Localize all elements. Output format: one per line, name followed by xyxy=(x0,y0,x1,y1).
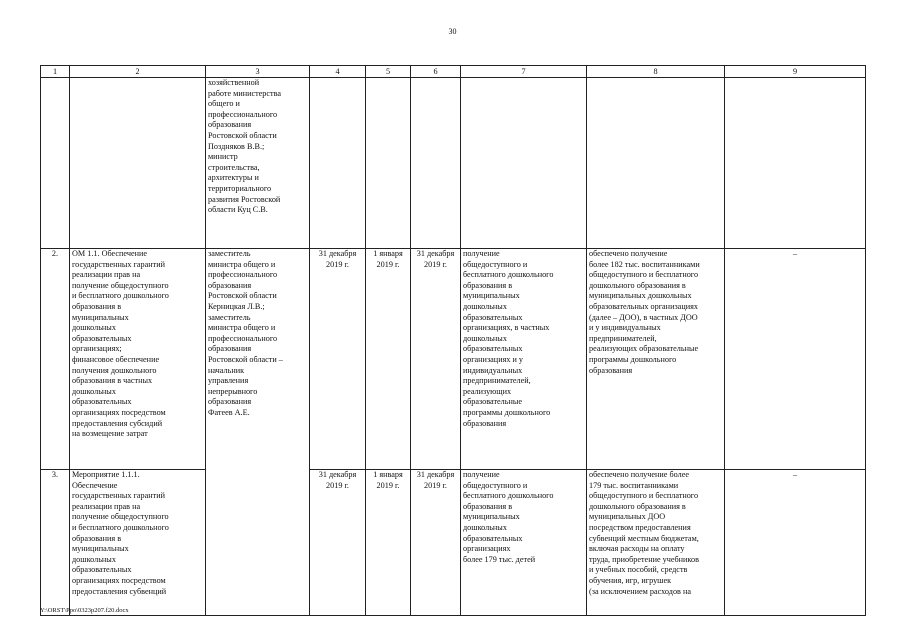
actual-start-date-cell: 1 января 2019 г. xyxy=(366,470,411,616)
reasons-cell xyxy=(725,78,866,249)
planned-end-date-cell: 31 декабря 2019 г. xyxy=(310,249,366,470)
page-number: 30 xyxy=(448,27,457,36)
table-row xyxy=(41,78,866,249)
reasons-cell: – xyxy=(725,249,866,470)
planned-result-cell xyxy=(461,78,587,249)
planned-result-cell: получение общедоступного и бесплатного дошкольного образования в муниципальных дошкольных образовательных организациях более 179 тыс. детей xyxy=(461,470,587,616)
actual-start-date-cell xyxy=(366,78,411,249)
file-path-footer: Y:\ORST\Ppo\0323p207.f20.docx xyxy=(40,607,129,614)
actual-result-cell xyxy=(587,78,725,249)
actual-start-date-cell: 1 января 2019 г. xyxy=(366,249,411,470)
row-number-cell xyxy=(41,78,70,249)
header-cell: 6 xyxy=(411,66,461,78)
planned-end-date-cell: 31 декабря 2019 г. xyxy=(310,470,366,616)
planned-result-cell: получение общедоступного и бесплатного дошкольного образования в муниципальных дошкольных образовательных организациях, в частных дошкольных образовательных организациях и у индивидуальных предпринимателей, реализующих образовательные программы дошкольного образования xyxy=(461,249,587,470)
responsible-cell: хозяйственной работе министерства общего и профессионального образования Ростовской области Поздняков В.В.; министр строительства, архитектуры и территориального развития Ростовской области Куц С.В. xyxy=(206,78,310,249)
header-cell: 9 xyxy=(725,66,866,78)
plan-table xyxy=(40,65,866,616)
event-name-cell: Мероприятие 1.1.1. Обеспечение государственных гарантий реализации прав на получение общедоступного и бесплатного дошкольного образования в муниципальных дошкольных образовательных организациях посредством предоставления субвенций xyxy=(70,470,206,616)
row-number-cell: 2. xyxy=(41,249,70,470)
row-number-cell: 3. xyxy=(41,470,70,616)
actual-end-date-cell: 31 декабря 2019 г. xyxy=(411,470,461,616)
event-name-cell: ОМ 1.1. Обеспечение государственных гарантий реализации прав на получение общедоступного и бесплатного дошкольного образования в муниципальных дошкольных образовательных организациях; финансовое обеспечение получения дошкольного образования в частных дошкольных образовательных организациях посредством предоставления субсидий на возмещение затрат xyxy=(70,249,206,470)
header-cell: 2 xyxy=(70,66,206,78)
actual-result-cell: обеспечено получение более 179 тыс. воспитанниками общедоступного и бесплатного дошкольного образования в муниципальных ДОО посредством предоставления субвенций местным бюджетам, включая расходы на оплату труда, приобретение учебников и учебных пособий, средств обучения, игр, игрушек (за исключением расходов на xyxy=(587,470,725,616)
actual-end-date-cell: 31 декабря 2019 г. xyxy=(411,249,461,470)
table-row xyxy=(41,249,866,470)
reasons-cell: – xyxy=(725,470,866,616)
header-cell: 5 xyxy=(366,66,411,78)
table-row xyxy=(41,470,866,616)
header-cell: 3 xyxy=(206,66,310,78)
responsible-cell: заместитель министра общего и профессионального образования Ростовской области Керницкая Л.В.; заместитель министра общего и профессионального образования Ростовской области – начальник управления непрерывного образования Фатеев А.Е. xyxy=(206,249,310,616)
actual-end-date-cell xyxy=(411,78,461,249)
planned-end-date-cell xyxy=(310,78,366,249)
event-name-cell xyxy=(70,78,206,249)
header-cell: 7 xyxy=(461,66,587,78)
header-row xyxy=(41,66,866,78)
header-cell: 8 xyxy=(587,66,725,78)
header-cell: 1 xyxy=(41,66,70,78)
actual-result-cell: обеспечено получение более 182 тыс. воспитанниками общедоступного и бесплатного дошкольного образования в муниципальных дошкольных образовательных организациях (далее – ДОО), в частных ДОО и у индивидуальных предпринимателей, реализующих образовательные программы дошкольного образования xyxy=(587,249,725,470)
header-cell: 4 xyxy=(310,66,366,78)
